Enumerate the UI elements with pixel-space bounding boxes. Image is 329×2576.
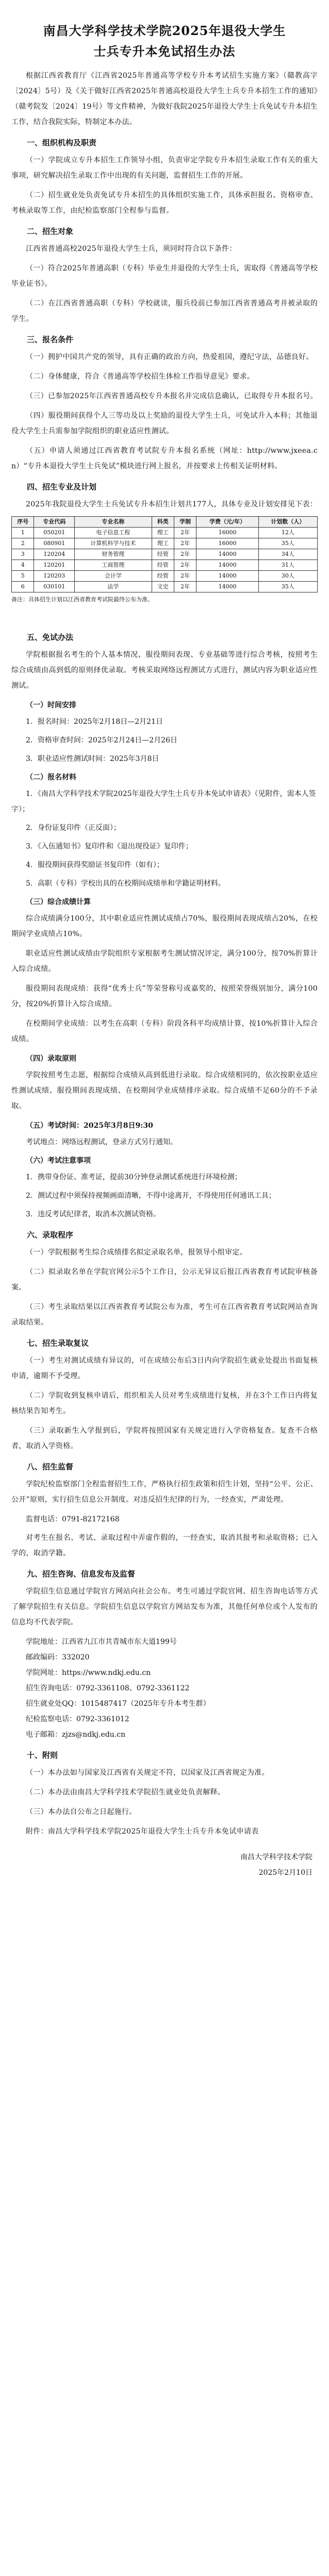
sec5-e1: 考试地点：网络远程测试，登录方式另行通知。 [26, 1138, 177, 1146]
table-header-row [12, 517, 318, 528]
school-address: 学院地址：江西省九江市共青城市东大道199号 [26, 1638, 177, 1646]
table-cell: 14000 [196, 582, 259, 592]
table-cell: 法学 [75, 582, 152, 592]
document-title [11, 0, 318, 62]
table-cell: 35人 [258, 538, 317, 549]
sec5-a2: 2．资格审查时间：2025年2月24日—2月26日 [26, 736, 177, 744]
sec10-p1: （一）本办法如与国家及江西省有关规定不符，以国家及江西省规定为准。 [26, 1769, 269, 1777]
table-cell: 30人 [258, 571, 317, 582]
sec3-p3: （三）已参加2025年江西省普通高校专升本报名并完成信息确认，已取得专升本报名号。 [26, 392, 318, 400]
sec5-heading-d: （四）录取原则 [26, 1055, 76, 1063]
admission-phone: 招生咨询电话：0792-3361108、0792-3361122 [26, 1684, 190, 1692]
table-cell: 120204 [34, 549, 75, 560]
table-cell: 2年 [174, 560, 196, 571]
table-cell: 6 [12, 582, 34, 592]
table-cell: 120203 [34, 571, 75, 582]
sec5-f1: 1．携带身份证、准考证，提前30分钟登录测试系统进行环境检测； [26, 1173, 242, 1181]
table-cell: 080901 [34, 538, 75, 549]
sec5-d1: 学院按照考生志愿，根据综合成绩从高到低进行录取。综合成绩相同的，依次按职业适应性测试成绩、服役期间表现成绩、在校期间学业成绩排序录取。综合成绩不足60分的不予录取。 [11, 1071, 318, 1110]
table-cell: 工商管理 [75, 560, 152, 571]
sec9-p1: 学院招生信息通过学院官方网站向社会公布。考生可通过学院官网、招生咨询电话等方式了解学院招生有关信息。学院招生信息以学院官方网站发布为准，其他任何单位或个人发布的信息均不代表学院。 [11, 1587, 318, 1626]
table-cell: 14000 [196, 560, 259, 571]
table-cell: 16000 [196, 528, 259, 538]
postal-code: 邮政编码：332020 [26, 1653, 90, 1662]
sec5-f3: 3．违反考试纪律者，取消本次测试资格。 [26, 1210, 160, 1218]
table-cell: 030101 [34, 582, 75, 592]
sec5-c3: 服役期间表现成绩：获得“优秀士兵”等荣誉称号或嘉奖的，按照荣誉级别加分，满分100分，按20%折算计入综合成绩。 [11, 985, 318, 1008]
table-cell: 1 [12, 528, 34, 538]
table-row [12, 582, 318, 592]
section-heading-8: 八、招生监督 [27, 1462, 74, 1471]
admission-qq: 招生就业处QQ：1015487417（2025年专升本考生群） [26, 1700, 210, 1708]
sec8-p2: 监督电话：0791-82172168 [26, 1515, 120, 1523]
table-cell: 计算机科学与技术 [75, 538, 152, 549]
sec5-b4: 4．服役期间获得奖励证书复印件（如有）； [26, 861, 164, 869]
sec7-p3: （三）录取新生入学报到后，学院将按照国家有关规定进行入学资格复查。复查不合格者，取消入学资格。 [11, 1427, 318, 1450]
section-heading-5: 五、免试办法 [27, 633, 74, 642]
sec6-p2: （二）拟录取名单在学院官网公示5个工作日，公示无异议后报江西省教育考试院审核备案。 [11, 1268, 318, 1292]
table-header-cell: 专业名称 [75, 517, 152, 528]
table-cell: 2年 [174, 538, 196, 549]
table-cell: 理工 [152, 538, 174, 549]
section-heading-9: 九、招生咨询、信息发布及监督 [27, 1569, 136, 1579]
sec3-p1: （一）拥护中国共产党的领导，具有正确的政治方向，热爱祖国，遵纪守法，品德良好。 [26, 353, 314, 361]
enrollment-plan-table [11, 516, 318, 592]
table-row [12, 571, 318, 582]
table-cell: 2 [12, 538, 34, 549]
sec3-p4: （四）服役期间获得个人三等功及以上奖励的退役大学生士兵，可免试升入本科；其他退役大学生士兵需参加学院组织的职业适应性测试。 [11, 412, 318, 435]
table-cell: 2年 [174, 571, 196, 582]
table-cell: 2年 [174, 582, 196, 592]
sec5-b1: 1．《南昌大学科学技术学院2025年退役大学生士兵专升本免试申请表》（见附件，需本人签字）； [11, 790, 316, 814]
table-header-cell: 学制 [174, 517, 196, 528]
sec5-c1: 综合成绩满分100分，其中职业适应性测试成绩占70%，服役期间表现成绩占20%，在校期间学业成绩占10%。 [11, 914, 318, 938]
sec5-c4: 在校期间学业成绩：以考生在高职（专科）阶段各科平均成绩计算，按10%折算计入综合成绩。 [11, 1020, 318, 1043]
table-cell: 31人 [258, 560, 317, 571]
sec8-p3: 对考生在报名、考试、录取过程中弄虚作假的，一经查实，取消其报考和录取资格；已入学的，取消学籍。 [11, 1534, 318, 1557]
title-line-1: 南昌大学科学技术学院2025年退役大学生 [43, 23, 286, 38]
table-cell: 3 [12, 549, 34, 560]
table-header-cell: 学费（元/年） [196, 517, 259, 528]
table-row [12, 560, 318, 571]
table-cell: 4 [12, 560, 34, 571]
table-cell: 35人 [258, 582, 317, 592]
section-heading-2: 二、招生对象 [27, 227, 74, 236]
sec5-b5: 5．高职（专科）学校出具的在校期间成绩单和学籍证明材料。 [26, 879, 225, 888]
section-heading-7: 七、招生录取复议 [27, 1338, 89, 1348]
table-note: 备注：具体招生计划以江西省教育考试院最终公布为准。 [11, 596, 153, 603]
sec2-p2: （一）符合2025年普通高职（专科）毕业生并退役的大学生士兵，需取得《普通高等学校毕业证书》。 [11, 264, 318, 288]
signature-date: 2025年2月10日 [258, 1869, 312, 1877]
sec5-c2: 职业适应性测试成绩由学院组织专家根据考生测试情况评定，满分100分，按70%折算计入综合成绩。 [11, 950, 318, 973]
table-cell: 财务管理 [75, 549, 152, 560]
table-cell: 14000 [196, 549, 259, 560]
table-cell: 经管 [152, 571, 174, 582]
sec5-heading-c: （三）综合成绩计算 [26, 898, 91, 906]
table-cell: 2年 [174, 528, 196, 538]
sec10-p2: （二）本办法由南昌大学科学技术学院招生就业处负责解释。 [26, 1788, 225, 1797]
table-header-cell: 专业代码 [34, 517, 75, 528]
table-header-cell: 计划数（人） [258, 517, 317, 528]
table-cell: 16000 [196, 538, 259, 549]
signature-org: 南昌大学科学技术学院 [240, 1853, 312, 1861]
sec5-heading-f: （六）考试注意事项 [26, 1157, 91, 1165]
table-cell: 120201 [34, 560, 75, 571]
table-header-cell: 序号 [12, 517, 34, 528]
sec5-a1: 1．报名时间：2025年2月18日—2月21日 [26, 718, 163, 726]
section-heading-3: 三、报名条件 [27, 335, 74, 344]
sec2-p3: （二）在江西省普通高职（专科）学校就读，服兵役前已参加江西省普通高考并被录取的学生。 [11, 299, 318, 323]
sec5-a3: 3．职业适应性测试时间：2025年3月8日 [26, 755, 159, 763]
table-cell: 2年 [174, 549, 196, 560]
section-heading-6: 六、录取程序 [27, 1230, 74, 1240]
section-heading-4: 四、招生专业及计划 [27, 482, 97, 492]
table-cell: 经管 [152, 549, 174, 560]
title-line-2: 士兵专升本免试招生办法 [93, 44, 236, 59]
table-cell: 理工 [152, 528, 174, 538]
section-heading-10: 十、附则 [27, 1751, 58, 1760]
sec4-p1: 2025年我院退役大学生士兵免试专升本招生计划共177人，具体专业及计划安排见下表： [26, 500, 317, 509]
sec10-p3: （三）本办法自公布之日起施行。 [26, 1808, 137, 1816]
table-cell: 14000 [196, 571, 259, 582]
sec7-p1: （一）考生对测试成绩有异议的，可在成绩公布后3日内向学院招生就业处提出书面复核申请，逾期不予受理。 [11, 1357, 318, 1380]
sec5-heading-e: （五）考试时间：2025年3月8日9:30 [26, 1122, 153, 1130]
table-cell: 5 [12, 571, 34, 582]
sec5-heading-b: （二）报名材料 [26, 773, 76, 782]
table-cell: 电子信息工程 [75, 528, 152, 538]
school-website-link[interactable]: 学院网址：https://www.ndkj.edu.cn [26, 1669, 151, 1677]
sec6-p3: （三）考生录取结果以江西省教育考试院公布为准，考生可在江西省教育考试院网站查询录取结果。 [11, 1303, 318, 1327]
contact-email-link[interactable]: 电子邮箱：zjzs@ndkj.edu.cn [26, 1731, 126, 1739]
table-cell: 050201 [34, 528, 75, 538]
attachment-link[interactable]: 附件：南昌大学科学技术学院2025年退役大学生士兵专升本免试申请表 [26, 1827, 259, 1836]
sec3-p5: （五）申请人须通过江西省教育考试院专升本报名系统（网址：http://www.jxeea.cn）“专升本退役大学生士兵免试”模块进行网上报名，并按要求上传相关证明材料。 [11, 447, 318, 470]
sec1-p1: （一）学院成立专升本招生工作领导小组，负责审定学院专升本招生录取工作有关的重大事项，研究解决招生录取工作中出现的有关问题，监督招生工作的开展。 [11, 156, 318, 180]
table-row [12, 549, 318, 560]
sec5-b3: 3．《入伍通知书》复印件和《退出现役证》复印件； [26, 842, 193, 851]
sec8-p1: 学院纪检监察部门全程监督招生工作，严格执行招生政策和招生计划，坚持“公平、公正、公开”原则，实行招生信息公开制度。对违反招生纪律的行为，一经查实，严肃处理。 [11, 1480, 318, 1504]
sec5-p1: 学院根据报名考生的个人基本情况、服役期间表现、专业基础等进行综合考核，按照考生综合成绩由高到低的原则择优录取。考核采取网络远程测试方式进行，测试内容为职业适应性测试。 [11, 651, 318, 690]
supervision-phone: 纪检监察电话：0792-3361012 [26, 1715, 129, 1723]
sec7-p2: （二）学院收到复核申请后，组织相关人员对考生成绩进行复核，并在3个工作日内将复核结果告知考生。 [11, 1392, 318, 1415]
section-heading-1: 一、组织机构及职责 [27, 138, 97, 147]
table-cell: 文史 [152, 582, 174, 592]
sec5-heading-a: （一）时间安排 [26, 701, 76, 709]
table-row [12, 538, 318, 549]
sec5-f2: 2．测试过程中须保持视频画面清晰，不得中途离开，不得使用任何通讯工具； [26, 1192, 276, 1200]
sec5-b2: 2．身份证复印件（正反面）； [26, 824, 121, 832]
table-row [12, 528, 318, 538]
sec6-p1: （一）学院根据考生综合成绩排名拟定录取名单，报领导小组审定。 [26, 1248, 247, 1257]
intro-paragraph: 根据江西省教育厅《江西省2025年普通高等学校专升本考试招生实施方案》（赣教高字〔2024〕5号）及《关于做好江西省2025年普通高校退役大学生士兵专升本招生工作的通知》（赣考院发〔2024〕19号）等文件精神，为做好我院2025年退役大学生士兵免试专升本招生工作，结合我院实际，特制定本办法。 [11, 72, 318, 126]
sec1-p2: （二）招生就业处负责免试专升本招生的具体组织实施工作，具体承担报名、资格审查、考核录取等工作，由纪检监察部门全程参与监督。 [11, 191, 318, 215]
sec2-p1: 江西省普通高校2025年退役大学生士兵，须同时符合以下条件： [26, 245, 237, 253]
sec3-p2: （二）身体健康，符合《普通高等学校招生体检工作指导意见》要求。 [26, 372, 255, 381]
table-cell: 经管 [152, 560, 174, 571]
table-cell: 34人 [258, 549, 317, 560]
table-cell: 会计学 [75, 571, 152, 582]
table-cell: 12人 [258, 528, 317, 538]
table-header-cell: 科类 [152, 517, 174, 528]
